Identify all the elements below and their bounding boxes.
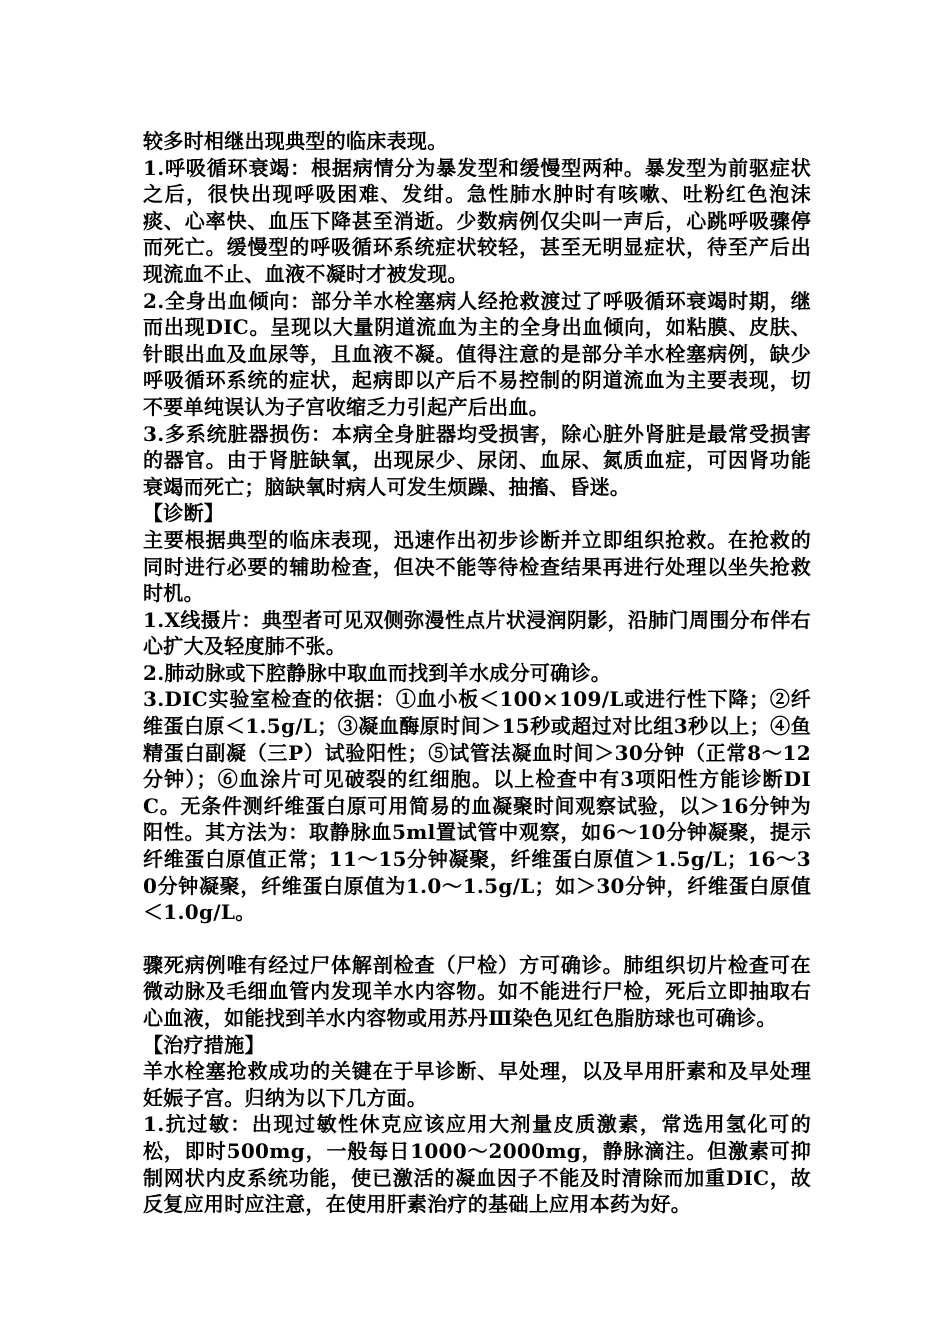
- section-heading-treatment: 【治疗措施】: [143, 1032, 265, 1057]
- paragraph-treatment-intro: 羊水栓塞抢救成功的关键在于早诊断、早处理，以及早用肝素和及早处理妊娠子宫。归纳为以下几方面。: [143, 1059, 811, 1110]
- blank-line: [143, 926, 811, 952]
- paragraph-anti-allergy: 1.抗过敏：出现过敏性休克应该应用大剂量皮质激素，常选用氢化可的松，即时500mg，一般每日1000～2000mg，静脉滴注。但激素可抑制网状内皮系统功能，使已激活的凝血因子不能及时清除而加重DIC，故反复应用时应注意，在使用肝素治疗的基础上应用本药为好。: [143, 1112, 811, 1217]
- paragraph-intro: 较多时相继出现典型的临床表现。: [143, 129, 448, 153]
- paragraph-respiratory-failure: 1.呼吸循环衰竭：根据病情分为暴发型和缓慢型两种。暴发型为前驱症状之后，很快出现呼吸困难、发绀。急性肺水肿时有咳嗽、吐粉红色泡沫痰、心率快、血压下降甚至消逝。少数病例仅尖叫一声后，心跳呼吸骤停而死亡。缓慢型的呼吸循环系统症状较轻，甚至无明显症状，待至产后出现流血不止、血液不凝时才被发现。: [143, 155, 811, 286]
- section-heading-diagnosis: 【诊断】: [143, 501, 225, 526]
- paragraph-xray: 1.X线摄片：典型者可见双侧弥漫性点片状浸润阴影，沿肺门周围分布伴右心扩大及轻度肺不张。: [143, 607, 811, 659]
- paragraph-autopsy: 骤死病例唯有经过尸体解剖检查（尸检）方可确诊。肺组织切片检查可在微动脉及毛细血管内发现羊水内容物。如不能进行尸检，死后立即抽取右心血液，如能找到羊水内容物或用苏丹Ⅲ染色见红色脂肪球也可确诊。: [143, 952, 811, 1030]
- paragraph-blood-sample: 2.肺动脉或下腔静脉中取血而找到羊水成分可确诊。: [143, 660, 612, 685]
- paragraph-dic-lab: 3.DIC实验室检查的依据：①血小板＜100×109/L或进行性下降；②纤维蛋白原＜1.5g/L；③凝血酶原时间＞15秒或超过对比组3秒以上；④鱼精蛋白副凝（三P）试验阳性；⑤试管法凝血时间＞30分钟（正常8～12分钟）；⑥血涂片可见破裂的红细胞。以上检查中有3项阳性方能诊断DIC。无条件测纤维蛋白原可用简易的血凝聚时间观察试验，以＞16分钟为阳性。其方法为：取静脉血5ml置试管中观察，如6～10分钟凝聚，提示纤维蛋白原值正常；11～15分钟凝聚，纤维蛋白原值＞1.5g/L；16～30分钟凝聚，纤维蛋白原值为1.0～1.5g/L；如＞30分钟，纤维蛋白原值＜1.0g/L。: [143, 687, 811, 925]
- paragraph-bleeding-tendency: 2.全身出血倾向：部分羊水栓塞病人经抢救渡过了呼吸循环衰竭时期，继而出现DIC。呈现以大量阴道流血为主的全身出血倾向，如粘膜、皮肤、针眼出血及血尿等，且血液不凝。值得注意的是部分羊水栓塞病例，缺少呼吸循环系统的症状，起病即以产后不易控制的阴道流血为主要表现，切不要单纯误认为子宫收缩乏力引起产后出血。: [143, 288, 811, 419]
- document-page: [143, 128, 811, 1218]
- paragraph-diagnosis-intro: 主要根据典型的临床表现，迅速作出初步诊断并立即组织抢救。在抢救的同时进行必要的辅助检查，但决不能等待检查结果再进行处理以坐失抢救时机。: [143, 527, 811, 606]
- paragraph-organ-damage: 3.多系统脏器损伤：本病全身脏器均受损害，除心脏外肾脏是最常受损害的器官。由于肾脏缺氧，出现尿少、尿闭、血尿、氮质血症，可因肾功能衰竭而死亡；脑缺氧时病人可发生烦躁、抽搐、昏迷。: [143, 421, 811, 499]
